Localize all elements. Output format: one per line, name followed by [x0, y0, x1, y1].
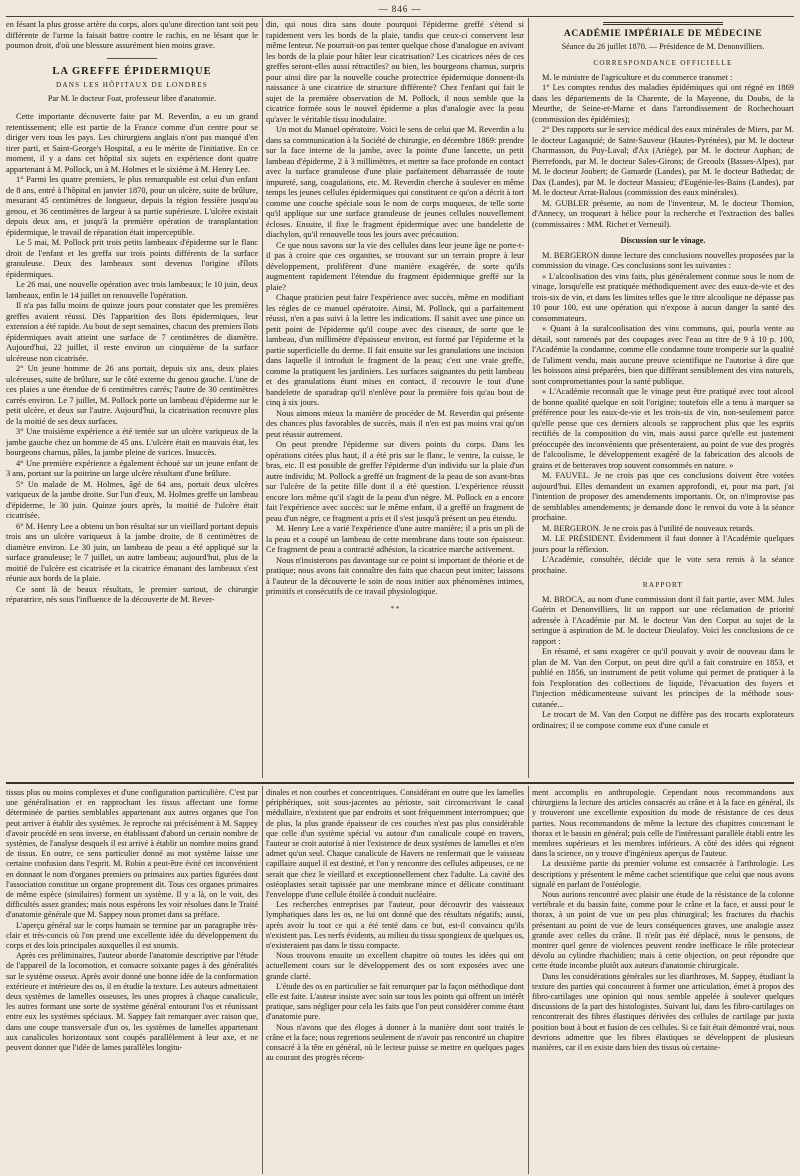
paragraph: Nous trouvons ensuite un excellent chapitre où toutes les idées qui ont actuellement cours sur le développement des os sont exposées avec une grande clarté. [266, 951, 524, 981]
paragraph: M. FAUVEL. Je ne crois pas que ces conclusions doivent être votées aujourd'hui. Elles demandent un examen approfondi, et, pour ma part, j'ai l'intention de proposer des amendements importants. Or, on n'improvise pas de semblables amendements; je demande donc le renvoi du vote à la séance prochaine. [532, 471, 794, 522]
column-left-top [6, 20, 258, 778]
paragraph: « L'Académie reconnaît que le vinage peut être pratiqué avec tout alcool de bonne qualité quelque en soit l'origine; toutefois elle a tenu à marquer sa préférence pour les eaux-de-vie et les trois-six de vin, non-seulement parce qu'elle pense que ces derniers alcools se rapprochent plus que les esprits rectifiés de la composition du vin, mais aussi parce qu'elle est justement préoccupée des inconvénients que présenteraient, au point de vue des progrès de l'alcoolisme, le développement exagéré de la fabrication des alcools de grains et de betteraves trop souvent consommés en nature. » [532, 387, 794, 470]
paragraph: M. BROCA, au nom d'une commission dont il fait partie, avec MM. Jules Guérin et Denonvilliers, lit un rapport sur une réclamation de priorité adressée à l'Académie par M. le docteur Van den Corput au sujet de la seringue à aspiration de M. le docteur Dieulafoy. Voici les conclusions de ce rapport : [532, 594, 794, 646]
meeting-line: Séance du 26 juillet 1870. — Présidence de M. Denonvilliers. [561, 41, 765, 51]
section-rule [603, 22, 723, 25]
column-divider [528, 18, 529, 778]
paragraph: Le trocart de M. Van den Corput ne diffère pas des trocarts explorateurs ordinaires; il se compose comme eux d'une canule et [532, 710, 794, 730]
paragraph: Cette importante découverte faite par M. Reverdin, a eu un grand retentissement; elle est partie de la France comme d'un centre pour se diriger vers tous les pays. Les chirurgiens anglais n'ont pas manqué d'en tirer parti, et Saint-George's Hospital, a eu le mérite de l'initiative. En ce moment, il y a dans cet hôpital six sujets en expérience dont quatre appartenant à M. Pollock, un à M. Holmes et le sixième à M. Henry Lee. [6, 112, 258, 174]
header-rule [6, 16, 794, 17]
column-divider [262, 786, 263, 1174]
paragraph: tissus plus ou moins complexes et d'une configuration particulière. C'est par une généralisation et en rapprochant les tissus affectant une forme déterminée de parties semblables appartenant aux autres organes que l'on peut arriver à établir des systèmes. Je reproche rai précisément à M. Sappey d'avoir procédé en sens inverse, en établissant d'abord un certain nombre de systèmes, de l'analyse desquels il est arrivé à établir un nombre moins grand de tissus. En outre, ce sens particulier donné au mot système laisse une certaine confusion dans l'esprit. M. Robin a peut-être évité cet inconvénient en donnant le nom d'organes premiers ou primaires aux parties figurées dont l'association constitue un organe proprement dit. Tous ces organes primaires de même espèce (similaires) forment un système. Il y a là, on le voit, des difficultés assez grandes; mais nous espérons les voir résolues dans le Traité d'anatomie générale que M. Sappey nous promet dans sa préface. [6, 788, 258, 920]
section-divider [6, 782, 794, 784]
column-right-top [532, 20, 794, 778]
paragraph: L'Académie, consultée, décide que le vote sera remis à la séance prochaine. [532, 555, 794, 575]
paragraph: dinales et non courbes et concentriques. Considérant en outre que les lamelles périphériques, soit sous-jacentes au périoste, soit circonscrivant le canal médullaire, n'existent que par endroits et sont fréquemment interrompues; que de plus, la plus grande épaisseur de ces couches n'est pas plus considérable que celle d'un système spécial vu autour d'un canalicule coupé en travers, l'auteur se croit autorisé à nier l'existence de deux systèmes de lamelles et n'en admet qu'un seul. Chaque canalicule de Havers ne renfermait que le vaisseau capillaire auquel il est destiné, et l'on y rencontre des cellules adipeuses, ce ne serait que chez le vieillard et exceptionnellement chez l'adulte. La cavité des ostéoplastes serait tapissée par une membrane mince et délicate constituant l'enveloppe d'une cellule étoilée à conduit nucléaire. [266, 788, 524, 900]
paragraph: Nous aimons mieux la manière de procéder de M. Reverdin qui présente des chances plus favorables de succès, mais il n'en est pas moins vrai qu'on peut réussir autrement. [266, 408, 524, 439]
paragraph: Après ces préliminaires, l'auteur aborde l'anatomie descriptive par l'étude de l'appareil de la locomotion, et consacre soixante pages à des généralités sur le système osseux. Après avoir donné une bonne idée de la conformation extérieure et intérieure des os, il en étudie la texture. Les auteurs admettaient deux systèmes de lamelles osseuses, les unes propres à chaque canalicule, les autres formant une sorte de système général entourant l'os et réunissant entre eux les systèmes spéciaux. M. Sappey fait remarquer avec raison que, dans une coupe transversale d'un os, les systèmes de lamelles appartenant aux canalicules horizontaux sont coupés parallèlement à leur axe, et ne peuvent donner que l'idée de lames parallèles longitu- [6, 951, 258, 1053]
paragraph: M. GUBLER présente, au nom de l'inventeur, M. le docteur Thomion, d'Annecy, un troqueart à hélice pour la recherche et l'extraction des balles (commissaires : MM. Richet et Verneuil). [532, 198, 794, 229]
end-mark: * * [390, 604, 400, 613]
report-heading: RAPPORT [642, 581, 684, 589]
paragraph: 2° Des rapports sur le service médical des eaux minérales de Miers, par M. le docteur Lagasquié; de Saint-Sauveur (Hautes-Pyrénées), par M. le docteur Charmasson, du Puy-Laval; d'Ax (Ariège), par M. le docteur Auphan; de Pierrefonds, par M. le docteur Sales-Girons; de Greoulx (Basses-Alpes), par M. le docteur Joubert; de Gamarde (Landes), par M. le docteur Bathedat; de Dax (Landes), par M. le docteur Massieu; d'Eugénie-les-Bains (Landes), par M. le docteur Arrat-Balous (commission des eaux minérales). [532, 125, 794, 197]
paragraph: Nous aurions rencontré avec plaisir une étude de la résistance de la colonne vertébrale et du bassin faite, comme pour le crâne et la face, et aussi pour le thorax, à un point de vue un peu plus chirurgical; les fractures du rhachis présentant au point de vue de leurs conséquences graves, une analogie assez grande avec celles du crâne. Il n'eût pas été déplacé, nous le pensons, de montrer quel genre de violences peuvent rendre inefficace le rôle protecteur dévolu au cylindre rhachidien; mais à cette objection, on peut répondre que cette étude incombe plutôt aux auteurs d'anatomie chirurgicale. [532, 890, 794, 971]
carryover-paragraph: en fésant la plus grosse artère du corps, alors qu'une direction tant soit peu différente de l'arme la faisait battre contre le rachis, en ne lésant que le poumon droit, d'où une blessure assurément bien moins grave. [6, 20, 258, 50]
paragraph: Chaque praticien peut faire l'expérience avec succès, même en modifiant les règles de ce manuel opératoire. Ainsi, M. Pollock, qui a parfaitement réussi, n'en a pas suivi à la lettre les indications. Il saisit avec une pince un petit point de l'épiderme qu'il coupe avec des ciseaux, de sorte que le lambeau, d'un millimètre d'épaisseur environ, est formé par l'épiderme et la partie superficielle du derme. Il fait ensuite sur les granulations une incision dans laquelle il introduit le fragment de la peau; c'est une vraie greffe, comme la pratiquent les jardiniers. Les surfaces saignantes du petit lambeau et des granulations étant mises en contact, il recouvre le tout d'une bandelette de sparadrap qu'il n'enlève pour la première fois qu'au bout de cinq à six jours. [266, 293, 524, 407]
column-divider [528, 786, 529, 1174]
column-left-bottom [6, 788, 258, 1172]
column-right-bottom [532, 788, 794, 1172]
paragraph: Les recherches entreprises par l'auteur, pour découvrir des vaisseaux lymphatiques dans les os, ne lui ont donné que des résultats négatifs; aussi, après avoir lu tout ce qui a été tenté dans ce but, est-il convaincu qu'ils n'existent pas. Les nerfs évidents, au milieu du tissu spongieux de quelques os, n'existeraient pas dans le tissu compacte. [266, 900, 524, 951]
column-middle-top [266, 20, 524, 778]
paragraph: 5° Un malade de M. Holmes, âgé de 64 ans, portait deux ulcères variqueux de la jambe droite. Sur l'un d'eux, M. Holmes greffe un lambeau d'épiderme, le 30 juin. Quinze jours après, la moitié de l'ulcère était cicatrisée. [6, 479, 258, 520]
paragraph: Le 26 mai, une nouvelle opération avec trois lambeaux; le 10 juin, deux lambeaux, enfin le 14 juillet on renouvelle l'opération. [6, 280, 258, 300]
article-byline: Par M. le docteur Foat, professeur libre d'anatomie. [47, 93, 217, 103]
paragraph: La deuxième partie du premier volume est consacrée à l'arthrologie. Les descriptions y présentent le même cachet scientifique que celui que nous avons signalé en parlant de l'ostéologie. [532, 859, 794, 889]
paragraph: Il n'a pas fallu moins de quinze jours pour constater que les premières greffes avaient réussi. Dès l'apparition des îlots épidermiques, leur extension a été rapide. Au bout de sept semaines, chacun des premiers îlots épidermiques avait atteint une surface de 7 centimètres de diamètre. Aujourd'hui, 22 juillet, il reste environ un cinquième de la surface ulcéreuse non cicatrisée. [6, 301, 258, 363]
column-middle-bottom [266, 788, 524, 1172]
paragraph: On peut prendre l'épiderme sur divers points du corps. Dans les opérations citées plus haut, il a été pris sur le flanc, le ventre, la cuisse, le bras, etc. Il est possible de greffer l'épiderme d'un individu sur la plaie d'un autre individu; M. Pollock a greffé un fragment de la peau de son avant-bras sur l'ulcère de la petite fille dont il a été question. L'expérience réussit encore lors même qu'il s'agit de la peau d'un nègre. M. Pollock en a encore fait l'expérience avec succès: sur le même enfant, il a greffé un fragment de peau d'un nègre, ce fragment a pris et il s'est jusqu'à présent un peu étendu. [266, 440, 524, 523]
paragraph: Le 5 mai, M. Pollock prit trois petits lambeaux d'épiderme sur le flanc droit de l'enfant et les greffa sur trois points différents de la surface granuleuse. Deux des lambeaux sont devenus l'origine d'îlots épidermiques. [6, 238, 258, 279]
page-number: — 846 — [378, 4, 422, 14]
paragraph: En résumé, et sans exagérer ce qu'il pouvait y avoir de nouveau dans le plan de M. Van den Corput, on peut dire qu'il a fait construire en 1853, et publié en 1856, un instrument de petit volume qui permet de pratiquer à la fois l'exploration des collections de liquide, l'évacuation des foyers et l'injection médicamenteuse suivant les principes de la méthode sous-cutanée... [532, 647, 794, 709]
paragraph: M. BERGERON. Je ne crois pas à l'utilité de nouveaux retards. [542, 523, 755, 533]
paragraph: Dans les considérations générales sur les diarthroses, M. Sappey, étudiant la texture des parties qui concourent à former une articulation, émet à propos des fibro-cartilages une opinion qui nous semble appelée à soulever quelques discussions de la part des histologistes. Suivant lui, dans les fibro-cartilages on rencontrerait des fibres élastiques dérivées des cellules de cartilage par juxta position bout à bout et fusion de ces cellules. Si ce fait était démontré vrai, nous devrions admettre que les fibres élastiques se développent de plusieurs manières, car il en existe dans bien des tissus où certaine- [532, 971, 794, 1053]
paragraph: « L'alcoolisation des vins faits, plus généralement connue sous le nom de vinage, lorsqu'elle est pratiquée méthodiquement avec des eaux-de-vie et des trois-six de vin, et dans les limites telles que le titre alcoolique ne dépasse pas 10 pour 100, est une opération qui n'expose à aucun danger la santé des consommateurs. [532, 271, 794, 323]
section-title: ACADÉMIE IMPÉRIALE DE MÉDECINE [563, 29, 763, 39]
paragraph: ment accomplis en anthropologie. Cependant nous recommandons aux chirurgiens la lecture des articles consacrés au crâne et à la face en général, ils y trouveront une excellente exposition du mode de résistance de ces deux parties. Nous recommandons de même la lecture des chapitres concernant le thorax et le bassin en général; puis celle de l'intéressant parallèle établi entre les membres supérieurs et les membres inférieurs. A côté des idées qui régnent dans la science, on y trouve d'ingénieux aperçus de l'auteur. [532, 788, 794, 859]
paragraph: Ce sont là de beaux résultats, le premier surtout, de chirurgie réparatrice, nés sous l'influence de la découverte de M. Rever- [6, 584, 258, 604]
article-subtitle: DANS LES HÔPITAUX DE LONDRES [55, 81, 209, 89]
paragraph: 4° Une première expérience a également échoué sur un jeune enfant de 3 ans, portant sur la poitrine un large ulcère résultant d'une brûlure. [6, 458, 258, 478]
paragraph: 1° Parmi les quatre premiers, le plus remarquable est celui d'un enfant de 8 ans, entré à l'hôpital en janvier 1870, pour un ulcère, suite de brûlure, mesurant 45 centimètres de longueur, depuis la région fessière jusqu'au genou, et 36 centimètres de largeur à sa partie supérieure. L'ulcère existait depuis deux ans, et jusqu'à la première opération de transplantation épidermique, le travail de réparation était imperceptible. [6, 175, 258, 237]
paragraph: 3° Une troisième expérience a été tentée sur un ulcère variqueux de la jambe gauche chez un homme de 45 ans. L'ulcère était en mauvais état, les bourgeons charnus, pâles, la jambe pleine de varices. Insuccès. [6, 427, 258, 457]
paragraph: « Quant à la suralcoolisation des vins communs, qui, pourla vente au détail, sont ramenés par des coupages avec l'eau au titre de 9 à 10 p. 100, l'Académie la condamne, comme elle condamne toute tromperie sur la qualité de l'aliment vendu, mais aucune preuve scientifique ne l'autorise à dire que les boissons ainsi préparées, bien que diffèrant sensiblement des vins naturels, sont compromettantes pour la santé publique. [532, 324, 794, 386]
paragraph: L'étude des os en particulier se fait remarquer par la façon méthodique dont elle est faite. L'auteur insiste avec soin sur tous les points qui offrent un intérêt pratique, sans négliger pour cela les faits que l'on peut considérer comme étant d'anatomie pure. [266, 981, 524, 1022]
separator-rule [107, 58, 157, 59]
correspondence-heading: CORRESPONDANCE OFFICIELLE [593, 59, 733, 67]
column-divider [262, 18, 263, 778]
paragraph: M. le ministre de l'agriculture et du commerce transmet : [542, 72, 733, 82]
paragraph: Ce que nous savons sur la vie des cellules dans leur jeune âge ne porte-t-il pas à croire que ces organites, se trouvant sur un terrain propre à leur développement, prolifèrent d'une manière exagérée, de sorte qu'ils augmentent rapidement l'étendue du fragment épidermique greffé sur la plaie? [266, 240, 524, 292]
paragraph: 1° Les comptes rendus des maladies épidémiques qui ont régné en 1869 dans les départements de la Charente, de la Mayenne, du Doubs, de la Meurthe, de Seine-et-Marne et dans l'arrondissement de Rochechouart (commission des épidémies); [532, 83, 794, 124]
paragraph: M. Henry Lee a varié l'expérience d'une autre manière; il a pris un pli de la peau et a coupé un lambeau de cette membrane dans toute son épaisseur. Ce fragment de peau a contracté adhésion, la cicatrice marche activement. [266, 524, 524, 554]
paragraph: 2° Un jeune homme de 26 ans portait, depuis six ans, deux plaies ulcéreuses, suite de brûlure, sur le côté externe du genou gauche. L'une de ces plaies a une étendue de 6 centimètres carrés; l'autre de 30 centimètres carrés environ. Le 7 juillet, M. Pollock porte un lambeau d'épiderme sur le petit ulcère, et deux sur l'autre. Aujourd'hui, la cicatrisation recouvre plus de la moitié de ses deux surfaces. [6, 364, 258, 426]
paragraph: M. BERGERON donne lecture des conclusions nouvelles proposées par la commission du vinage. Ces conclusions sont les suivantes : [532, 250, 794, 270]
paragraph: Nous n'avons que des éloges à donner à la manière dont sont traités le crâne et la face; nous regrettons seulement de n'avoir pas rencontré un chapitre consacré à la tête en général, où le lecteur puisse se mettre en quelques pages au courant des progrès récem- [266, 1022, 524, 1063]
paragraph: M. LE PRÉSIDENT. Évidemment il faut donner à l'Académie quelques jours pour la réflexion. [532, 534, 794, 554]
paragraph: Nous n'insisterons pas davantage sur ce point si important de théorie et de pratique; nous avons fait connaître des faits que chacun peut imiter; laissons à l'auteur de la découverte le soin de nous initier aux phénomènes intimes, primitifs et consécutifs de ce travail physiologique. [266, 555, 524, 596]
discussion-heading: Discussion sur le vinage. [620, 236, 706, 245]
article-title: LA GREFFE ÉPIDERMIQUE [52, 65, 212, 77]
paragraph: Un mot du Manuel opératoire. Voici le sens de celui que M. Reverdin a lu dans sa communication à la Société de chirurgie, en décembre 1869: prendre sur la face interne de la jambe, avec la pointe d'une lancette, un petit lambeau d'épiderme, 2 à 3 millimètres, et mettre sa face profonde en contact avec la surface granuleuse d'une plaie parfaitement débarrassée de toute impureté, sang, coagulations, etc. M. Reverdin cherche à soulever en même temps les jeunes cellules épidermiques qui constituent ce qu'on a décrit à tort comme une couche spéciale sous le nom de corps muqueux, de telle sorte qu'il applique sur une surface granuleuse de jeunes cellules nouvellement écloses. Ensuite, il fixe le fragment épidermique avec une bandelette de diachylon, qu'il renouvelle tous les jours avec précaution. [266, 125, 524, 239]
paragraph: din, qui nous dira sans doute pourquoi l'épiderme greffé s'étend si rapidement vers les bords de la plaie, tandis que ceux-ci conservent leur même lenteur. Ne pourrait-on pas tenter quelque chose d'analogue en avivant les bords de la plaie pour hâter leur cicatrisation? Les cicatrices nées de ces greffes seront-elles aussi rétractiles? ou bien, les bourgeons charnus, surpris pour ainsi dire par la nouvelle couche protectrice épidermique donnent-ils naissance à une cicatrice de structure différente? Chez l'enfant qui fait le sujet de la première observation de M. Pollock, il nous semble que la cicatrice formée sous le nouvel épiderme a plus d'analogie avec la peau qu'avec le véritable tissu inodulaire. [266, 20, 524, 124]
paragraph: L'aperçu général sur le corps humain se termine par un paragraphe très-clair et très-concis où l'on prend une excellente idée du développement du corps et des lois principales auxquelles il est soumis. [6, 920, 258, 951]
paragraph: 6° M. Henry Lee a obtenu un bon résultat sur un vieillard portant depuis trois ans un ulcère variqueux à la jambe droite, de 8 centimètres de diamètre environ. Le 30 juin, un lambeau de peau a été appliqué sur la surface granuleuse; le 7 juillet, un autre lambeau; aujourd'hui, plus de la moitié de l'ulcère est cicatrisée et la cicatrice émanant des lambeaux s'est réunie aux bords de la plaie. [6, 521, 258, 583]
